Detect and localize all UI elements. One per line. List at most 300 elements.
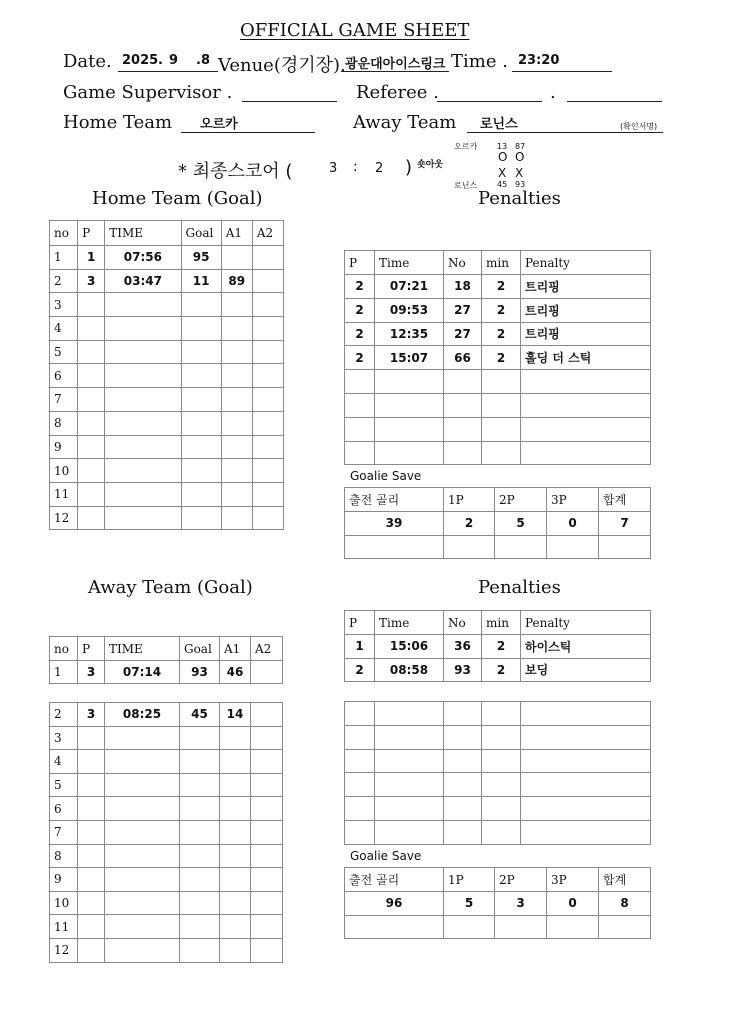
time-label: Time .: [451, 51, 508, 72]
away-team-value[interactable]: 로닌스: [480, 117, 518, 132]
shootout-home-result-2: O: [515, 150, 525, 164]
home-goals-row: [50, 317, 284, 341]
home-pen-row: [345, 346, 651, 370]
away-pen-extra-cell[interactable]: [444, 749, 482, 773]
home-pen-cell[interactable]: [444, 370, 482, 394]
away-goals-cell[interactable]: [78, 750, 105, 774]
away-pen-extra-cell[interactable]: [482, 797, 521, 821]
away-goals-cell[interactable]: [220, 750, 251, 774]
home-pen-cell[interactable]: [482, 441, 521, 465]
away-pen-cell[interactable]: 보딩: [521, 658, 651, 682]
home-pen-row: [345, 393, 651, 417]
away-goals-cell[interactable]: [251, 703, 283, 727]
away-goals-cell[interactable]: [78, 820, 105, 844]
home-goals-cell[interactable]: 3: [78, 269, 105, 293]
away-goals-cell[interactable]: 4: [50, 750, 78, 774]
home-goals-cell[interactable]: 10: [50, 459, 78, 483]
away-pen-extra-cell[interactable]: [375, 702, 444, 726]
away-pen-extra-cell[interactable]: [521, 702, 651, 726]
home-pen-row: [345, 322, 651, 346]
away-goals-cell[interactable]: 2: [50, 703, 78, 727]
home-goals-cell[interactable]: [105, 482, 181, 506]
away-goalie-cell[interactable]: [547, 915, 599, 939]
away-pen-extra-cell[interactable]: [375, 820, 444, 844]
home-goals-cell[interactable]: [252, 411, 283, 435]
away-goals-row: [50, 773, 283, 797]
away-goals-cell[interactable]: [180, 750, 220, 774]
home-goals-cell[interactable]: [105, 317, 181, 341]
home-pen-cell[interactable]: 홀딩 더 스틱: [521, 346, 651, 370]
home-goals-cell[interactable]: [105, 340, 181, 364]
home-goals-cell[interactable]: [221, 435, 252, 459]
away-pen-extra-cell[interactable]: [482, 820, 521, 844]
home-pen-cell[interactable]: 2: [345, 346, 375, 370]
home-goalie-cell[interactable]: 7: [599, 512, 651, 536]
away-goals-header-cell: Goal: [180, 637, 220, 661]
away-goal-title: Away Team (Goal): [88, 577, 253, 598]
referee-field-1[interactable]: [437, 101, 542, 102]
home-pen-header-cell: min: [482, 251, 521, 275]
home-goals-row: [50, 246, 284, 270]
home-goals-cell[interactable]: [221, 459, 252, 483]
home-goals-cell[interactable]: [105, 411, 181, 435]
away-goals-cell[interactable]: [251, 773, 283, 797]
home-goals-cell[interactable]: [78, 364, 105, 388]
home-pen-cell[interactable]: 트리핑: [521, 322, 651, 346]
home-goals-cell[interactable]: [105, 435, 181, 459]
away-goals-cell[interactable]: 08:25: [105, 703, 180, 727]
home-goals-cell[interactable]: [221, 340, 252, 364]
away-goals-cell[interactable]: [220, 891, 251, 915]
away-goalie-cell[interactable]: [495, 915, 547, 939]
home-goals-cell[interactable]: [221, 317, 252, 341]
shootout-home-shooter-1: 13: [497, 142, 508, 151]
away-goals-cell[interactable]: [105, 797, 180, 821]
away-goals-cell[interactable]: [180, 797, 220, 821]
home-pen-cell[interactable]: 2: [482, 346, 521, 370]
away-pen-header-cell: P: [345, 611, 375, 635]
away-goals-cell[interactable]: 14: [220, 703, 251, 727]
away-pen-extra-cell[interactable]: [482, 725, 521, 749]
home-goals-cell[interactable]: [78, 411, 105, 435]
home-pen-cell[interactable]: 18: [444, 275, 482, 299]
home-goals-cell[interactable]: 9: [50, 435, 78, 459]
away-goals-cell[interactable]: [78, 868, 105, 892]
away-pen-extra-cell[interactable]: [482, 702, 521, 726]
home-goals-cell[interactable]: [181, 411, 221, 435]
away-goals-header-row: [50, 637, 283, 661]
away-goals-cell[interactable]: 8: [50, 844, 78, 868]
away-pen-extra-cell[interactable]: [375, 725, 444, 749]
away-pen-extra-cell[interactable]: [444, 773, 482, 797]
away-goalie-header-row: [345, 868, 651, 892]
home-goalie-cell[interactable]: [444, 535, 495, 559]
away-goals-cell[interactable]: [251, 938, 283, 962]
home-pen-cell[interactable]: [482, 370, 521, 394]
away-goals-cell[interactable]: [220, 820, 251, 844]
away-goals-cell[interactable]: [78, 726, 105, 750]
home-goals-cell[interactable]: 95: [181, 246, 221, 270]
date-day[interactable]: 8: [201, 53, 211, 68]
referee-field-2[interactable]: [567, 101, 662, 102]
home-goals-cell[interactable]: 4: [50, 317, 78, 341]
away-goalie-table: [344, 867, 651, 939]
away-goals-cell[interactable]: [78, 844, 105, 868]
away-goalie-cell[interactable]: 96: [345, 892, 444, 916]
home-pen-cell[interactable]: [521, 370, 651, 394]
away-pen-extra-cell[interactable]: [444, 702, 482, 726]
score-colon: :: [353, 159, 358, 175]
home-goalie-table: [344, 487, 651, 559]
away-goals-cell[interactable]: [180, 820, 220, 844]
home-goals-cell[interactable]: 11: [50, 482, 78, 506]
home-goals-cell[interactable]: [181, 293, 221, 317]
away-goals-cell[interactable]: [180, 915, 220, 939]
away-goals-row: [50, 891, 283, 915]
away-goals-row: [50, 661, 283, 684]
away-pen-extra-cell[interactable]: [345, 725, 375, 749]
away-goals-cell[interactable]: 3: [50, 726, 78, 750]
away-pen-extra-cell[interactable]: [375, 749, 444, 773]
away-goals-cell[interactable]: [105, 726, 180, 750]
home-goals-cell[interactable]: 03:47: [105, 269, 181, 293]
home-goals-cell[interactable]: [78, 506, 105, 530]
away-goals-cell[interactable]: [251, 797, 283, 821]
away-goals-cell[interactable]: [78, 915, 105, 939]
home-goals-cell[interactable]: [181, 435, 221, 459]
away-goals-cell[interactable]: [180, 868, 220, 892]
away-pen-cell[interactable]: 하이스틱: [521, 635, 651, 659]
home-goals-cell[interactable]: [252, 317, 283, 341]
home-pen-cell[interactable]: 2: [345, 298, 375, 322]
away-goals-cell[interactable]: [180, 773, 220, 797]
home-pen-cell[interactable]: [521, 417, 651, 441]
away-goals-cell[interactable]: [220, 868, 251, 892]
home-pen-cell[interactable]: 2: [345, 275, 375, 299]
away-goals-row: [50, 820, 283, 844]
home-goals-cell[interactable]: [221, 246, 252, 270]
away-goals-cell[interactable]: [180, 938, 220, 962]
home-goals-cell[interactable]: [105, 506, 181, 530]
home-goals-cell[interactable]: [105, 364, 181, 388]
home-goals-cell[interactable]: 1: [78, 246, 105, 270]
home-goals-cell[interactable]: [221, 506, 252, 530]
away-team-label: Away Team: [353, 112, 457, 133]
away-pen-cell[interactable]: 08:58: [375, 658, 444, 682]
home-pen-cell[interactable]: 07:21: [375, 275, 444, 299]
away-pen-extra-row: [345, 725, 651, 749]
away-goals-cell[interactable]: [251, 868, 283, 892]
away-goalie-cell[interactable]: 3: [495, 892, 547, 916]
away-goals-cell[interactable]: [180, 726, 220, 750]
home-goals-header-cell: A1: [221, 221, 252, 246]
home-goals-cell[interactable]: [181, 340, 221, 364]
away-pen-extra-cell[interactable]: [482, 773, 521, 797]
home-goals-cell[interactable]: 1: [50, 246, 78, 270]
away-goals-cell[interactable]: 3: [78, 703, 105, 727]
away-goals-cell[interactable]: [105, 750, 180, 774]
home-goals-row: [50, 459, 284, 483]
away-goalie-cell[interactable]: 0: [547, 892, 599, 916]
home-goals-cell[interactable]: [221, 388, 252, 412]
home-goals-cell[interactable]: [252, 459, 283, 483]
home-goals-cell[interactable]: 6: [50, 364, 78, 388]
away-goals-cell[interactable]: 9: [50, 868, 78, 892]
home-pen-cell[interactable]: [521, 393, 651, 417]
away-goalie-cell[interactable]: [444, 915, 495, 939]
home-pen-cell[interactable]: 2: [482, 298, 521, 322]
home-pen-cell[interactable]: 트리핑: [521, 298, 651, 322]
home-goals-cell[interactable]: [78, 459, 105, 483]
home-goalie-cell[interactable]: 0: [547, 512, 599, 536]
date-year[interactable]: 2025: [122, 53, 159, 68]
home-goalie-cell[interactable]: [547, 535, 599, 559]
home-goals-cell[interactable]: 8: [50, 411, 78, 435]
home-pen-cell[interactable]: 15:07: [375, 346, 444, 370]
away-pen-cell[interactable]: 2: [482, 658, 521, 682]
date-dot-2: .: [196, 53, 201, 68]
away-goals-cell[interactable]: [105, 868, 180, 892]
home-pen-cell[interactable]: 트리핑: [521, 275, 651, 299]
away-goals-cell[interactable]: [251, 661, 283, 684]
home-goals-cell[interactable]: [252, 364, 283, 388]
home-goals-cell[interactable]: [252, 293, 283, 317]
away-goalie-header-cell: 1P: [444, 868, 495, 892]
home-pen-cell[interactable]: [444, 417, 482, 441]
shootout-home-shooter-2: 87: [515, 142, 526, 151]
away-pen-extra-cell[interactable]: [345, 702, 375, 726]
away-goals-header-cell: TIME: [105, 637, 180, 661]
home-pen-cell[interactable]: [345, 441, 375, 465]
home-pen-cell[interactable]: [345, 393, 375, 417]
away-goals-cell[interactable]: 93: [180, 661, 220, 684]
home-penalties-table: [344, 250, 651, 465]
away-goals-cell[interactable]: [251, 844, 283, 868]
away-goals-cell[interactable]: [220, 726, 251, 750]
away-goals-cell[interactable]: [220, 773, 251, 797]
away-goals-cell[interactable]: [78, 938, 105, 962]
home-goals-cell[interactable]: [181, 388, 221, 412]
home-pen-cell[interactable]: [375, 417, 444, 441]
home-pen-cell[interactable]: 2: [482, 275, 521, 299]
away-pen-extra-cell[interactable]: [345, 749, 375, 773]
away-goals-cell[interactable]: [105, 915, 180, 939]
away-goals-cell[interactable]: 07:14: [105, 661, 180, 684]
away-goals-cell[interactable]: 11: [50, 915, 78, 939]
date-month[interactable]: 9: [169, 53, 179, 68]
away-pen-extra-row: [345, 820, 651, 844]
shootout-home-name: 오르카: [454, 142, 478, 151]
date-label: Date.: [63, 51, 112, 72]
home-goals-cell[interactable]: [181, 317, 221, 341]
away-goals-cell[interactable]: 3: [78, 661, 105, 684]
away-pen-cell[interactable]: 2: [345, 658, 375, 682]
away-pen-extra-cell[interactable]: [444, 820, 482, 844]
home-goals-cell[interactable]: 5: [50, 340, 78, 364]
home-goalie-cell[interactable]: [495, 535, 547, 559]
away-goals-cell[interactable]: [180, 891, 220, 915]
home-goals-cell[interactable]: [105, 293, 181, 317]
away-pen-extra-cell[interactable]: [521, 797, 651, 821]
home-pen-cell[interactable]: 66: [444, 346, 482, 370]
away-goalie-header-cell: 3P: [547, 868, 599, 892]
away-goals-cell[interactable]: [251, 915, 283, 939]
away-goals-header-cell: no: [50, 637, 78, 661]
shootout-away-result-2: X: [515, 166, 524, 180]
away-goals-cell[interactable]: [251, 726, 283, 750]
away-goalie-cell[interactable]: 5: [444, 892, 495, 916]
home-pen-cell[interactable]: [375, 370, 444, 394]
away-pen-cell[interactable]: 93: [444, 658, 482, 682]
home-goals-cell[interactable]: [252, 435, 283, 459]
away-pen-extra-cell[interactable]: [375, 797, 444, 821]
home-pen-cell[interactable]: [375, 441, 444, 465]
home-final-score[interactable]: 3: [329, 161, 338, 176]
away-goals-cell[interactable]: [78, 773, 105, 797]
away-pen-cell[interactable]: 15:06: [375, 635, 444, 659]
home-team-value[interactable]: 오르카: [200, 117, 238, 132]
home-goals-cell[interactable]: [78, 388, 105, 412]
away-goals-cell[interactable]: [251, 750, 283, 774]
away-pen-extra-cell[interactable]: [521, 749, 651, 773]
home-pen-cell[interactable]: [345, 417, 375, 441]
home-goals-cell[interactable]: [221, 293, 252, 317]
home-goals-cell[interactable]: [252, 269, 283, 293]
home-goals-cell[interactable]: [252, 482, 283, 506]
home-goals-cell[interactable]: [78, 482, 105, 506]
away-goals-cell[interactable]: [105, 820, 180, 844]
away-goals-row: [50, 750, 283, 774]
away-goalie-cell[interactable]: 8: [599, 892, 651, 916]
away-goals-cell[interactable]: [251, 891, 283, 915]
home-goals-cell[interactable]: [105, 388, 181, 412]
home-pen-header-cell: No: [444, 251, 482, 275]
supervisor-field[interactable]: [242, 101, 337, 102]
home-goals-cell[interactable]: [181, 364, 221, 388]
away-goals-cell[interactable]: [105, 844, 180, 868]
away-pen-extra-row: [345, 702, 651, 726]
away-goals-cell[interactable]: [105, 938, 180, 962]
away-goals-cell[interactable]: [220, 938, 251, 962]
away-pen-extra-cell[interactable]: [521, 725, 651, 749]
home-pen-cell[interactable]: 27: [444, 298, 482, 322]
away-goals-cell[interactable]: 10: [50, 891, 78, 915]
away-goals-row: [50, 797, 283, 821]
venue-value[interactable]: 광운대아이스링크: [345, 57, 446, 72]
home-goals-cell[interactable]: 89: [221, 269, 252, 293]
away-goals-cell[interactable]: [220, 797, 251, 821]
shootout-away-shooter-1: 45: [497, 180, 508, 189]
away-goals-cell[interactable]: [251, 820, 283, 844]
home-goals-cell[interactable]: [181, 482, 221, 506]
away-pen-extra-cell[interactable]: [345, 773, 375, 797]
home-goals-cell[interactable]: [252, 246, 283, 270]
away-goalie-cell[interactable]: [599, 915, 651, 939]
away-goals-cell[interactable]: 6: [50, 797, 78, 821]
away-final-score[interactable]: 2: [375, 161, 384, 176]
home-goals-cell[interactable]: [105, 459, 181, 483]
away-goals-cell[interactable]: [78, 797, 105, 821]
away-goals-cell[interactable]: [105, 773, 180, 797]
home-pen-cell[interactable]: [482, 417, 521, 441]
home-pen-cell[interactable]: 2: [482, 322, 521, 346]
away-goals-cell[interactable]: [180, 844, 220, 868]
away-pen-cell[interactable]: 1: [345, 635, 375, 659]
home-goals-cell[interactable]: [221, 411, 252, 435]
away-goals-cell[interactable]: 45: [180, 703, 220, 727]
home-goals-cell[interactable]: 2: [50, 269, 78, 293]
away-goals-cell[interactable]: 46: [220, 661, 251, 684]
home-goals-cell[interactable]: 07:56: [105, 246, 181, 270]
away-goals-cell[interactable]: 1: [50, 661, 78, 684]
away-pen-extra-cell[interactable]: [375, 773, 444, 797]
home-goalie-cell[interactable]: 5: [495, 512, 547, 536]
home-pen-cell[interactable]: [444, 393, 482, 417]
away-goals-cell[interactable]: [220, 844, 251, 868]
home-goals-cell[interactable]: [252, 340, 283, 364]
away-pen-extra-cell[interactable]: [521, 773, 651, 797]
away-goals-cell[interactable]: [105, 891, 180, 915]
away-pen-extra-cell[interactable]: [521, 820, 651, 844]
home-pen-cell[interactable]: [482, 393, 521, 417]
home-goalie-cell[interactable]: [599, 535, 651, 559]
home-goals-header-cell: A2: [252, 221, 283, 246]
away-pen-cell[interactable]: 36: [444, 635, 482, 659]
home-goals-cell[interactable]: [181, 506, 221, 530]
home-goals-cell[interactable]: [78, 435, 105, 459]
home-goalie-cell[interactable]: [345, 535, 444, 559]
home-goals-cell[interactable]: [78, 340, 105, 364]
away-goalie-cell[interactable]: [345, 915, 444, 939]
home-goalie-cell[interactable]: 2: [444, 512, 495, 536]
home-pen-cell[interactable]: [375, 393, 444, 417]
home-pen-cell[interactable]: [521, 441, 651, 465]
away-goals-cell[interactable]: [78, 891, 105, 915]
home-goals-cell[interactable]: 3: [50, 293, 78, 317]
away-goals-cell[interactable]: 12: [50, 938, 78, 962]
home-goals-cell[interactable]: 11: [181, 269, 221, 293]
away-pen-extra-cell[interactable]: [345, 820, 375, 844]
home-pen-cell[interactable]: 09:53: [375, 298, 444, 322]
home-pen-cell[interactable]: 12:35: [375, 322, 444, 346]
home-pen-cell[interactable]: 27: [444, 322, 482, 346]
home-goals-cell[interactable]: [252, 506, 283, 530]
home-goals-cell[interactable]: [221, 482, 252, 506]
away-pen-cell[interactable]: 2: [482, 635, 521, 659]
home-goals-cell[interactable]: 7: [50, 388, 78, 412]
home-goals-cell[interactable]: [221, 364, 252, 388]
home-goals-cell[interactable]: [78, 293, 105, 317]
home-pen-cell[interactable]: [345, 370, 375, 394]
home-pen-cell[interactable]: 2: [345, 322, 375, 346]
home-goals-cell[interactable]: [78, 317, 105, 341]
away-pen-extra-cell[interactable]: [444, 797, 482, 821]
away-goals-cell[interactable]: 7: [50, 820, 78, 844]
away-goals-cell[interactable]: 5: [50, 773, 78, 797]
home-goals-cell[interactable]: 12: [50, 506, 78, 530]
time-value[interactable]: 23:20: [518, 53, 560, 68]
away-pen-extra-cell[interactable]: [444, 725, 482, 749]
home-pen-cell[interactable]: [444, 441, 482, 465]
away-goals-cell[interactable]: [220, 915, 251, 939]
home-goals-cell[interactable]: [252, 388, 283, 412]
home-goals-row: [50, 435, 284, 459]
home-goalie-cell[interactable]: 39: [345, 512, 444, 536]
away-pen-extra-cell[interactable]: [482, 749, 521, 773]
home-goalie-header-cell: 합계: [599, 488, 651, 512]
home-goals-cell[interactable]: [181, 459, 221, 483]
away-pen-extra-cell[interactable]: [345, 797, 375, 821]
